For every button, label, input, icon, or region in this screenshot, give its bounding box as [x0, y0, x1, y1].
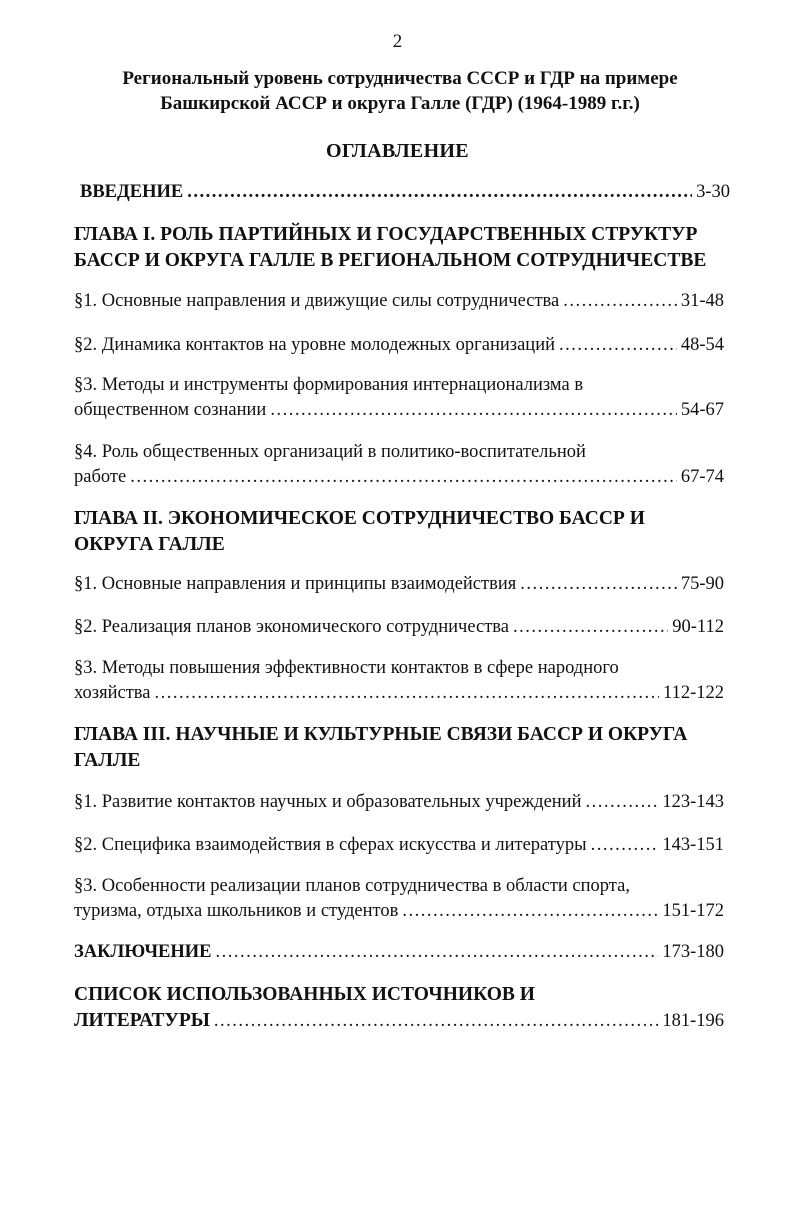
leader-dots: [187, 180, 692, 205]
toc-entry-label: ЛИТЕРАТУРЫ: [74, 1010, 210, 1031]
toc-entry-text: §3. Методы и инструменты формирования интернационализма в: [74, 375, 584, 395]
leader-dots: [563, 289, 677, 314]
leader-dots: [402, 899, 658, 924]
leader-dots: [270, 398, 677, 423]
toc-entry-intro: [80, 180, 730, 205]
toc-entry-pages: 173-180: [662, 942, 724, 962]
leader-dots: [585, 790, 658, 815]
toc-entry-ch1-s3: [74, 373, 724, 423]
toc-entry-pages: 67-74: [680, 467, 724, 487]
chapter-2-heading-line-2: ОКРУГА ГАЛЛЕ: [74, 534, 225, 555]
chapter-3-heading-line-2: ГАЛЛЕ: [74, 750, 141, 771]
chapter-3-heading: [74, 722, 734, 774]
toc-entry-ch2-s2: [74, 615, 724, 640]
document-title: [60, 66, 740, 116]
toc-entry-text: §2. Реализация планов экономического сотрудничества: [74, 617, 509, 637]
chapter-3-heading-line-1: ГЛАВА III. НАУЧНЫЕ И КУЛЬТУРНЫЕ СВЯЗИ БАССР И ОКРУГА: [74, 724, 688, 745]
toc-entry-text: туризма, отдыха школьников и студентов: [74, 901, 399, 921]
leader-dots: [130, 465, 677, 490]
toc-entry-pages: 151-172: [662, 901, 724, 921]
leader-dots: [214, 1008, 658, 1034]
chapter-1-heading-line-2: БАССР И ОКРУГА ГАЛЛЕ В РЕГИОНАЛЬНОМ СОТРУДНИЧЕСТВЕ: [74, 250, 707, 271]
document-title-line-1: Региональный уровень сотрудничества СССР и ГДР на примере: [122, 68, 678, 89]
toc-entry-pages: 90-112: [672, 617, 724, 637]
toc-entry-text: хозяйства: [74, 683, 151, 703]
toc-entry-text: §2. Специфика взаимодействия в сферах искусства и литературы: [74, 835, 587, 855]
toc-entry-pages: 75-90: [680, 574, 724, 594]
leader-dots: [591, 833, 659, 858]
leader-dots: [216, 940, 659, 965]
leader-dots: [520, 572, 677, 597]
toc-entry-text: §1. Развитие контактов научных и образовательных учреждений: [74, 792, 582, 812]
toc-entry-text: §3. Методы повышения эффективности контактов в сфере народного: [74, 658, 619, 678]
chapter-2-heading: [74, 506, 734, 558]
toc-entry-pages: 54-67: [680, 400, 724, 420]
toc-entry-text: работе: [74, 467, 127, 487]
toc-entry-text: §2. Динамика контактов на уровне молодежных организаций: [74, 335, 555, 355]
toc-entry-pages: 181-196: [662, 1011, 724, 1031]
chapter-1-heading-line-1: ГЛАВА I. РОЛЬ ПАРТИЙНЫХ И ГОСУДАРСТВЕННЫХ СТРУКТУР: [74, 224, 698, 245]
toc-entry-ch2-s3: [74, 656, 724, 706]
document-title-line-2: Башкирской АССР и округа Галле (ГДР) (1964-1989 г.г.): [160, 93, 640, 114]
toc-entry-text: §3. Особенности реализации планов сотрудничества в области спорта,: [74, 876, 630, 896]
toc-entry-text: §1. Основные направления и принципы взаимодействия: [74, 574, 517, 594]
toc-entry-label-line-1: СПИСОК ИСПОЛЬЗОВАННЫХ ИСТОЧНИКОВ И: [74, 984, 535, 1005]
toc-entry-text: общественном сознании: [74, 400, 267, 420]
toc-entry-pages: 112-122: [663, 683, 724, 703]
toc-entry-label: ВВЕДЕНИЕ: [80, 182, 184, 202]
toc-entry-pages: 48-54: [680, 335, 724, 355]
toc-entry-ch1-s2: [74, 333, 724, 358]
chapter-2-heading-line-1: ГЛАВА II. ЭКОНОМИЧЕСКОЕ СОТРУДНИЧЕСТВО БАССР И: [74, 508, 645, 529]
toc-entry-text: §1. Основные направления и движущие силы сотрудничества: [74, 291, 560, 311]
toc-entry-text: §4. Роль общественных организаций в политико-воспитательной: [74, 442, 586, 462]
toc-entry-ch3-s2: [74, 833, 724, 858]
toc-entry-ch1-s4: [74, 440, 724, 490]
toc-entry-bibliography: [74, 982, 724, 1034]
toc-entry-ch2-s1: [74, 572, 724, 597]
leader-dots: [559, 333, 677, 358]
toc-entry-pages: 3-30: [696, 182, 730, 202]
leader-dots: [513, 615, 668, 640]
toc-heading: ОГЛАВЛЕНИЕ: [326, 140, 469, 162]
toc-entry-pages: 31-48: [680, 291, 724, 311]
toc-entry-pages: 123-143: [662, 792, 724, 812]
toc-entry-pages: 143-151: [662, 835, 724, 855]
page-number: 2: [392, 31, 403, 52]
toc-entry-ch3-s3: [74, 874, 724, 924]
toc-entry-conclusion: [74, 940, 724, 965]
toc-entry-ch1-s1: [74, 289, 724, 314]
toc-entry-label: ЗАКЛЮЧЕНИЕ: [74, 942, 212, 962]
toc-entry-ch3-s1: [74, 790, 724, 815]
leader-dots: [155, 681, 660, 706]
chapter-1-heading: [74, 222, 734, 274]
